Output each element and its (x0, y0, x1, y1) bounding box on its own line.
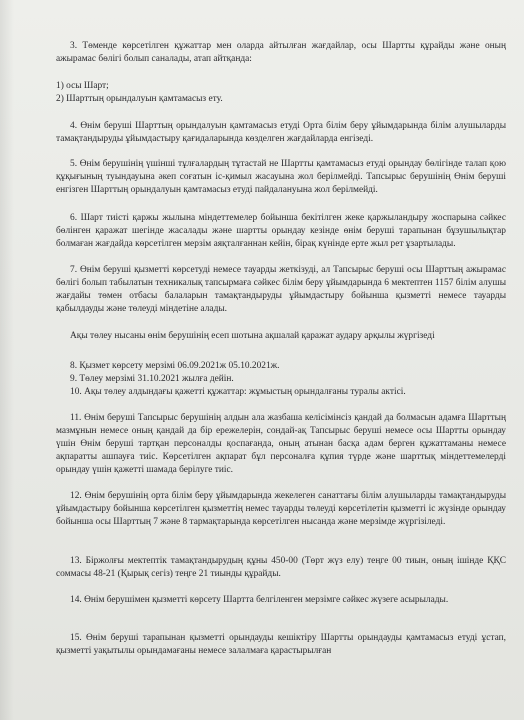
paragraph-7: 7. Өнім беруші қызметті көрсетуді немесе тауарды жеткізуді, ал Тапсырыс беруші осы Шарттың ажырамас бөлігі болып табылатын техникалық тапсырмаға сәйкес білім беру ұйымдарында 6 мектептен 1157 білім алушы жағдайы төмен отбасы балаларын тамақтандыруды ұйымдастыру бойынша қызметті немесе тауарды қабылдауды және төлеуді міндетіне алады. (56, 265, 506, 314)
paragraph-7-payment: Ақы төлеу нысаны өнім берушінің есеп шотына ақшалай қаражат аудару арқылы жүргізеді (70, 331, 435, 341)
list-item-2: 2) Шарттың орындалуын қамтамасыз ету. (56, 94, 223, 104)
list-item-1: 1) осы Шарт; (56, 81, 109, 91)
paragraph-15: 15. Өнім беруші тарапынан қызметті орындауды кешіктіру Шартты орындауды қамтамасыз етуді ұстап, қызметті уақытылы орындамағаны немесе залалмаға қарастырылған (56, 633, 506, 656)
paragraph-11: 11. Өнім беруші Тапсырыс берушінің алдын ала жазбаша келісімінсіз қандай да болмасын адамға Шарттың мазмұнын немесе оның қандай да бір ережелерін, сондай-ақ Тапсырыс беруші немесе осы Шартты орындау үшін Өнім беруші тартқан персоналды қоспағанда, оның атынан басқа адам берген құжаттаманы немесе ақпаратты ашпауға тиіс. Көрсетілген ақпарат бұл персоналға құпия түрде және шарттық міндеттемелерді орындау үшін қажетті шамада берілуге тиіс. (56, 413, 506, 475)
paragraph-10: 10. Ақы төлеу алдындағы қажетті құжаттар: жұмыстың орындалғаны туралы актісі. (70, 387, 406, 397)
paragraph-5: 5. Өнім берушінің үшінші тұлғалардың тұтастай не Шартты қамтамасыз етуді орындау бөлігінде талап қою құқығының туындауына әкеп соғатын іс-қимыл жасауына жол берілмейді. Тапсырыс берушінің Өнім беруші енгізген Шарттың орындалуын қамтамасыз етуді пайдалануына жол берілмейді. (56, 159, 506, 195)
paragraph-4: 4. Өнім беруші Шарттың орындалуын қамтамасыз етуді Орта білім беру ұйымдарында білім алушыларды тамақтандыруды ұйымдастыру қағидаларында көзделген жағдайларда енгізеді. (56, 121, 506, 144)
paragraph-8: 8. Қызмет көрсету мерзімі 06.09.2021ж 05.10.2021ж. (70, 361, 280, 371)
paragraph-14: 14. Өнім берушімен қызметті көрсету Шартта белгіленген мерзімге сәйкес жүзеге асырылады. (70, 595, 449, 605)
paragraph-6: 6. Шарт тиісті қаржы жылына міндеттемелер бойынша бекітілген жеке қаржыландыру жоспарына сәйкес бөлінген қаражат шегінде жасалады және шартты орындау кезінде өнім беруші тарапынан бұзушылықтар болмаған жағдайда көрсетілген мерзім аяқталғаннан кейін, бірақ күнінде ерте жыл рет ұзартылады. (56, 213, 506, 249)
paragraph-3: 3. Төменде көрсетілген құжаттар мен оларда айтылған жағдайлар, осы Шартты құрайды және оның ажырамас бөлігі болып саналады, атап айтқанда: (56, 41, 506, 64)
paragraph-12: 12. Өнім берушінің орта білім беру ұйымдарында жекелеген санаттағы білім алушыларды тамақтандыруды ұйымдастыру бойынша көрсетілген қызметтің немес тауарды төлеуді көрсетілетін қызметті іс жүзінде орындау бойынша осы Шарттың 7 және 8 тармақтарында көрсетілген нысанда және мерзімде жүргізіледі. (56, 491, 506, 527)
paragraph-13: 13. Біржолғы мектептік тамақтандырудың құны 450-00 (Төрт жүз елу) теңге 00 тиын, оның ішінде ҚҚС соммасы 48-21 (Қырық сегіз) теңге 21 тиынды құрайды. (56, 556, 506, 579)
paragraph-9: 9. Төлеу мерзімі 31.10.2021 жылға дейін. (70, 374, 234, 384)
document-body (56, 0, 506, 720)
